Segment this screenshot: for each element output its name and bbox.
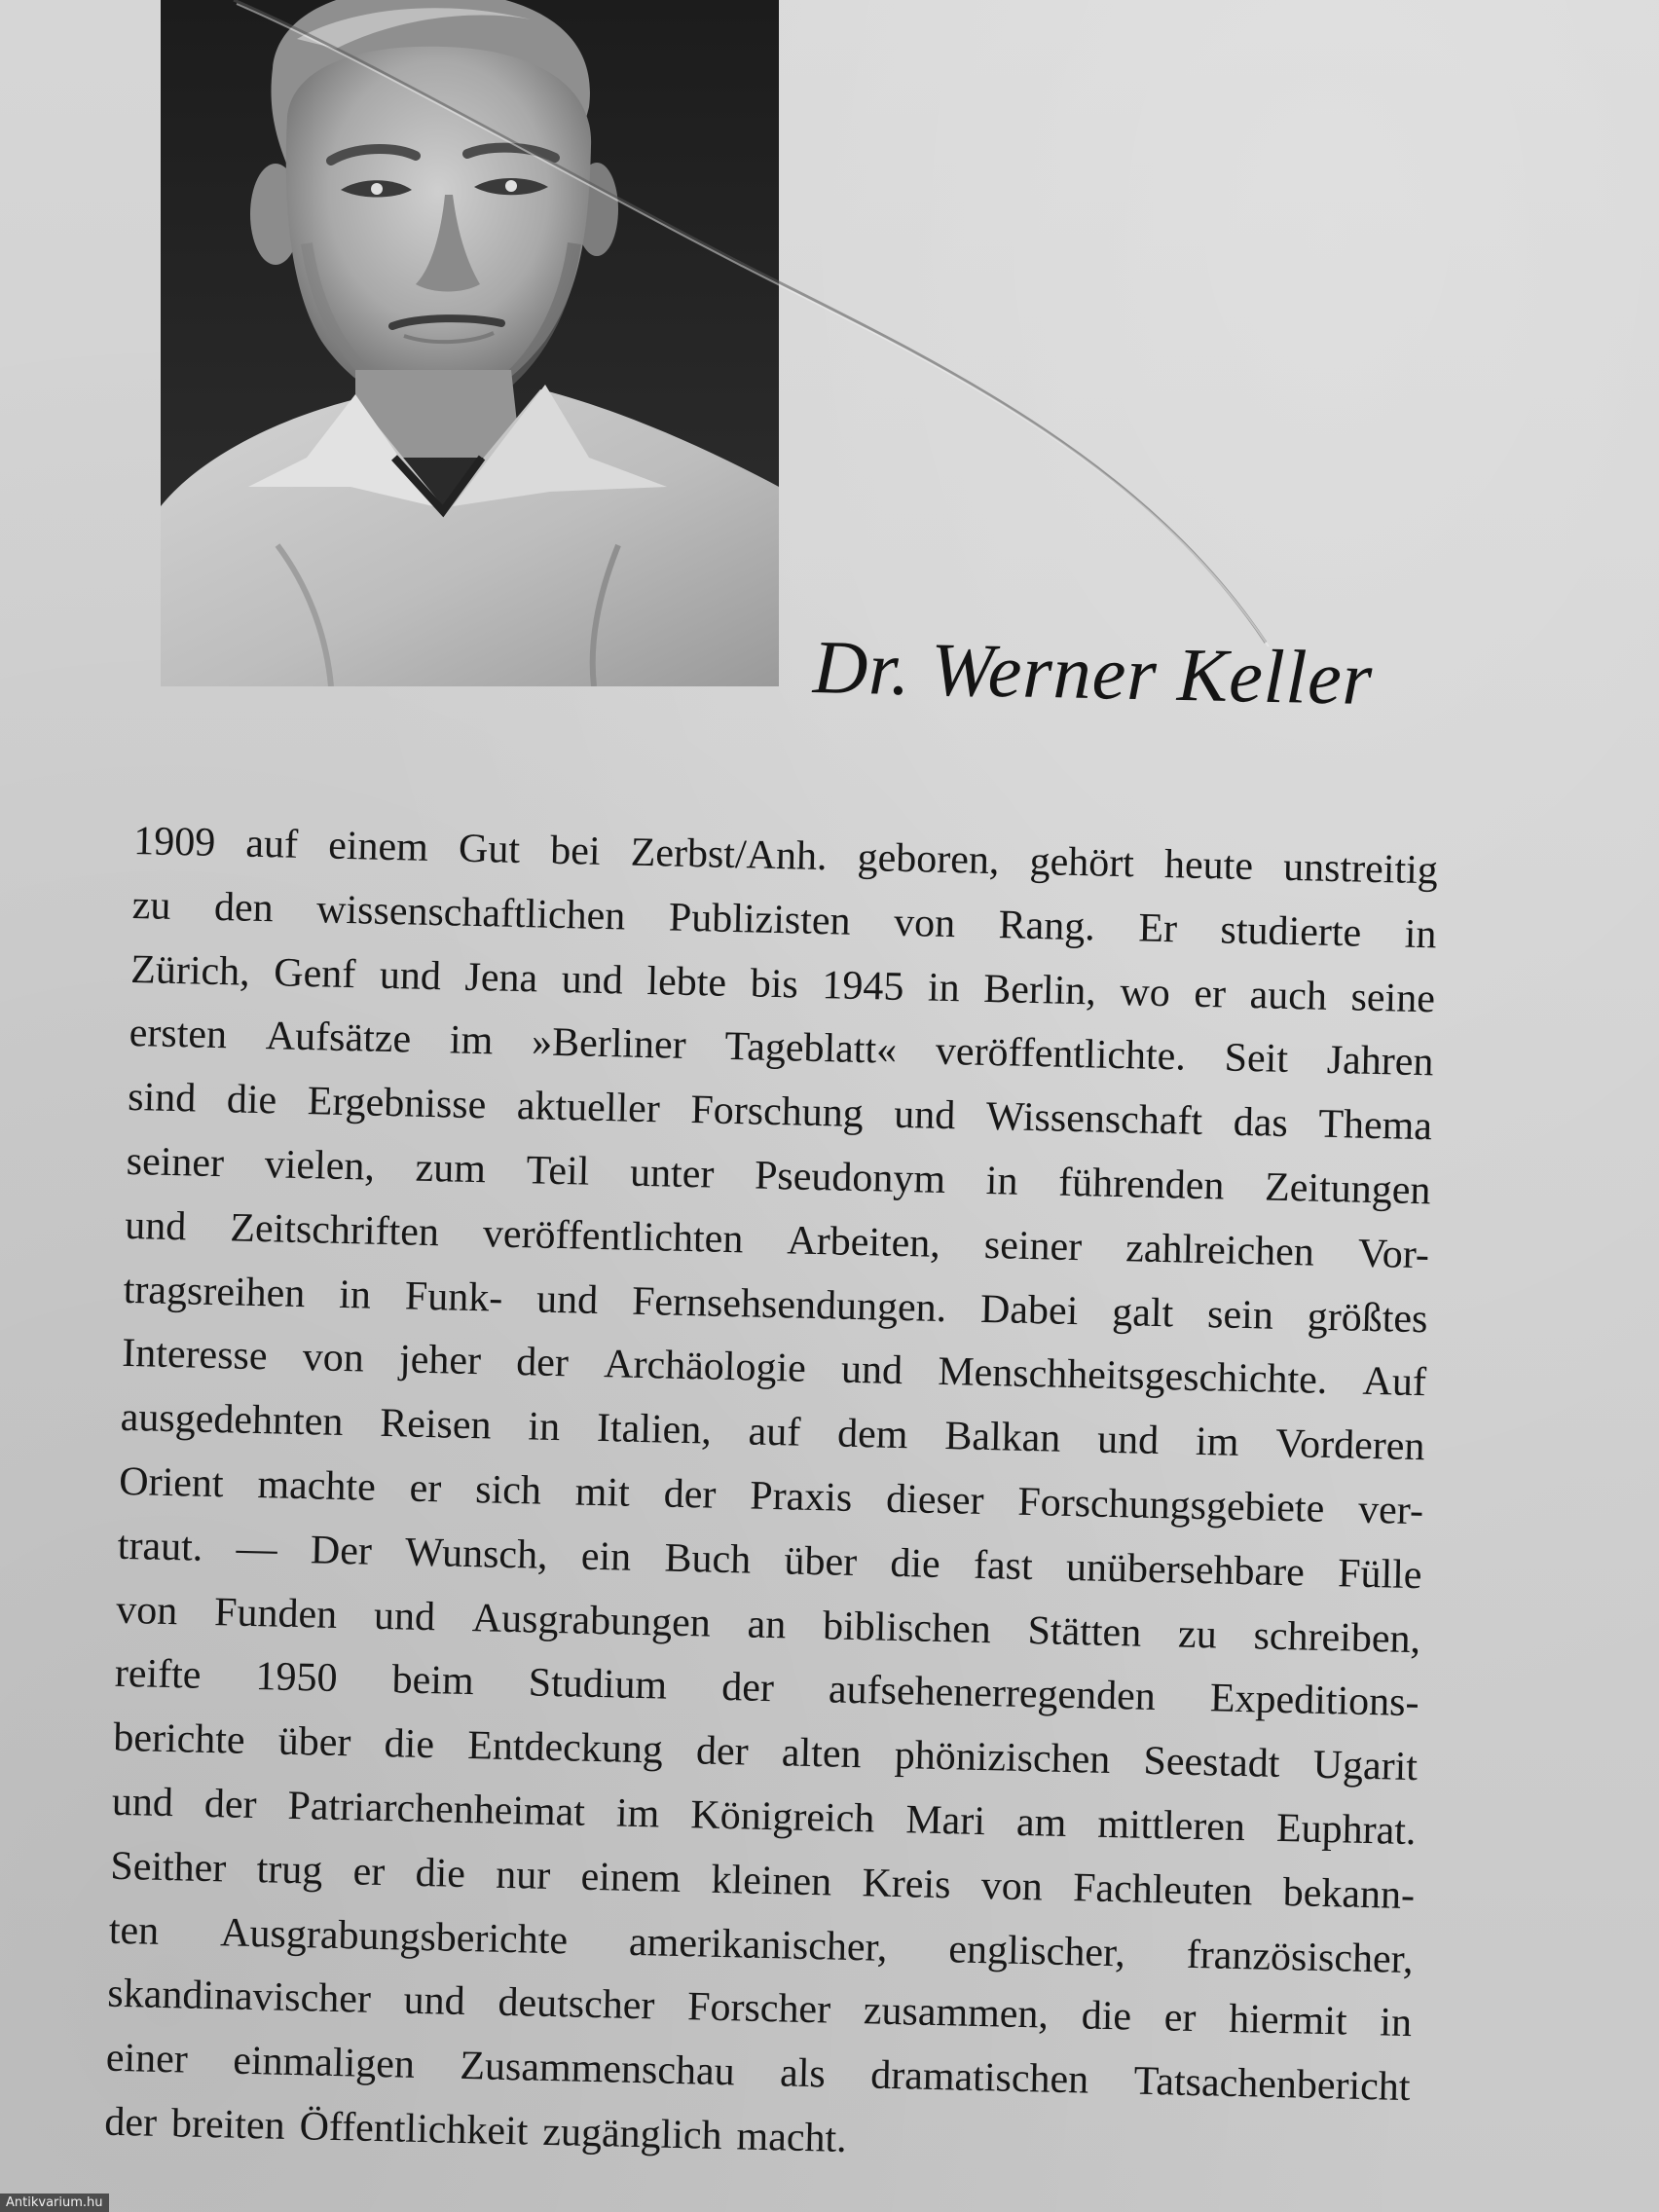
bio-word: Pseudonym [754,1153,946,1202]
bio-word: fast [973,1542,1034,1589]
bio-word: im [449,1017,494,1064]
bio-word: Funk- [404,1273,503,1321]
bio-word: Forscher [686,1984,831,2033]
bio-word: Königreich [689,1792,875,1842]
bio-word: Zürich, [129,946,251,995]
bio-word: amerikanischer, [628,1919,888,1971]
bio-word: hiermit [1228,1997,1348,2045]
bio-word: Forschungsgebiete [1016,1479,1325,1531]
bio-word: beim [391,1657,475,1705]
bio-word: und [535,1276,599,1323]
bio-word: von [893,900,956,946]
bio-word: über [783,1538,858,1585]
bio-word: Der [310,1528,373,1574]
bio-word: Expeditions- [1209,1676,1420,1726]
bio-word: im [1195,1419,1239,1466]
bio-word: englischer, [947,1926,1126,1975]
bio-word: Tatsachenbericht [1133,2058,1412,2111]
bio-word: Dabei [979,1286,1079,1334]
bio-word: Seestadt [1143,1738,1280,1788]
bio-word: einem [580,1854,682,1901]
bio-word: Archäologie [603,1342,807,1392]
bio-word: Fülle [1337,1551,1423,1598]
bio-word: Ugarit [1312,1742,1419,1790]
bio-word: 1945 [821,962,904,1010]
bio-word: Fachleuten [1072,1864,1253,1915]
bio-word: Jena [464,954,538,1002]
bio-word: unter [629,1150,715,1198]
bio-word: Euphrat. [1275,1805,1417,1855]
bio-word: der [203,1781,258,1828]
bio-word: der [663,1471,717,1518]
bio-word: reifte [114,1651,202,1699]
bio-word: aktueller [516,1084,661,1132]
bio-word: Rang. [998,902,1096,950]
bio-word: auf [748,1409,801,1456]
bio-word: mittleren [1096,1801,1246,1851]
bio-word: der [720,1665,775,1712]
bio-word: Genf [273,949,356,997]
bio-word: bis [750,961,799,1008]
bio-word: Aufsätze [265,1014,412,1062]
bio-word: aufsehenerregenden [828,1667,1157,1720]
bio-word: Mari [904,1797,986,1845]
bio-word: von [115,1587,178,1634]
bio-word: Interesse [121,1331,269,1380]
bio-word: ausgedehnten [120,1395,344,1446]
bio-word: in [527,1404,561,1451]
bio-word: französischer, [1186,1932,1415,1982]
bio-word: jeher [398,1337,482,1384]
bio-word: in [985,1158,1019,1204]
bio-word: einer [105,2035,189,2083]
bio-word: veröffentlichten [482,1211,744,1263]
bio-word: ein [580,1533,632,1580]
bio-word: mit [574,1469,631,1516]
bio-word: Italien, [596,1406,713,1454]
bio-word: breiten [170,2101,286,2149]
bio-word: der [103,2099,158,2146]
bio-word: sich [474,1467,542,1514]
bio-word: und [893,1091,956,1139]
bio-word: Orient [118,1458,225,1507]
bio-word: Arbeiten, [786,1218,941,1267]
author-portrait-illustration [161,0,779,686]
bio-word: in [1404,911,1437,958]
bio-word: und [403,1977,466,2025]
bio-word: und [840,1347,903,1394]
bio-word: Kreis [862,1860,952,1908]
bio-word: Teil [526,1148,590,1195]
bio-word: tragsreihen [123,1267,306,1316]
bio-word: Vor- [1357,1231,1430,1278]
bio-word: Thema [1317,1101,1433,1150]
bio-word: Menschheitsgeschichte. [937,1349,1328,1404]
bio-word: ten [108,1907,160,1954]
bio-word: schreiben, [1253,1612,1421,1662]
bio-word: wissenschaftlichen [315,887,626,940]
bio-word: größtes [1307,1294,1428,1342]
bio-word: zusammen, [863,1988,1050,2038]
bio-word: Zeitschriften [229,1205,440,1255]
bio-word: die [384,1721,435,1768]
bio-word: Vorderen [1274,1420,1425,1470]
bio-word: die [1081,1993,1132,2040]
bio-word: in [338,1272,372,1318]
bio-word: Stätten [1027,1607,1142,1656]
bio-word: berichte [112,1714,246,1763]
bio-word: skandinavischer [106,1972,372,2023]
bio-word: nur [495,1852,551,1899]
bio-word: studierte [1220,907,1362,956]
bio-word: Wissenschaft [985,1094,1203,1145]
bio-word: über [277,1718,351,1766]
bio-word: Zusammenschau [459,2044,736,2095]
bio-word: vielen, [264,1142,376,1190]
bio-word: seine [1350,975,1436,1021]
bio-word: Ausgrabungsberichte [219,1909,569,1963]
bio-word: Praxis [749,1473,853,1521]
bio-word: dem [836,1411,908,1458]
bio-word: die [415,1850,466,1897]
bio-word: Zerbst/Anh. [630,830,829,880]
bio-word: der [695,1728,750,1775]
bio-word: Fernsehsendungen. [631,1278,947,1331]
bio-word: veröffentlichte. [935,1029,1187,1080]
bio-word: Gut [458,826,521,872]
bio-word: Ergebnisse [307,1079,487,1128]
bio-word: er [409,1465,442,1512]
bio-word: er [352,1849,386,1895]
bio-word: und [111,1779,174,1826]
bio-word: Seit [1224,1035,1289,1083]
bio-word: den [213,884,275,932]
bio-word: einmaligen [232,2038,416,2087]
bio-word: zu [1177,1611,1218,1657]
bio-word: kleinen [711,1857,832,1905]
bio-word: einem [327,823,429,870]
bio-word: — [236,1526,278,1572]
author-name-heading: Dr. Werner Keller [812,624,1375,721]
bio-word: Ausgrabungen [471,1595,712,1646]
bio-word: zahlreichen [1124,1226,1315,1275]
bio-word: die [226,1077,277,1124]
bio-word: zugänglich [541,2109,723,2158]
bio-word: Jahren [1326,1038,1434,1086]
bio-word: führenden [1057,1160,1225,1209]
bio-word: heute [1163,842,1254,890]
bio-word: lebte [645,958,727,1006]
bio-word: seiner [126,1138,225,1187]
bio-word: wo [1119,969,1171,1015]
watermark-text: Antikvarium.hu [0,2194,109,2212]
bio-word: im [615,1790,660,1837]
bio-word: an [747,1602,787,1647]
bio-word: Buch [664,1535,752,1583]
bio-word: dramatischen [869,2052,1089,2103]
bio-word: »Berliner [531,1019,687,1069]
bio-word: macht. [736,2114,848,2161]
bio-word: der [515,1340,570,1386]
bio-word: unübersehbare [1065,1544,1306,1596]
author-biography-text [104,810,1439,2185]
bio-word: er [1163,1995,1197,2042]
bio-word: er [1193,971,1227,1017]
bio-word: Forschung [689,1088,865,1137]
bio-word: bei [549,828,602,874]
bio-word: Wunsch, [404,1530,549,1578]
bio-word: galt [1111,1289,1174,1336]
bio-word: alten [781,1730,863,1778]
bio-word: seiner [983,1222,1083,1270]
bio-word: 1950 [255,1654,339,1702]
bio-word: in [927,965,961,1011]
bio-word: auf [244,821,299,867]
bio-word: Balkan [943,1414,1061,1461]
bio-word: Er [1137,905,1178,952]
bio-word: und [124,1202,187,1250]
bio-word: ersten [129,1011,228,1058]
bio-word: und [1096,1417,1160,1464]
bio-word: Reisen [379,1401,493,1449]
bio-word: Auf [1362,1359,1427,1406]
bio-word: unstreitig [1282,844,1439,894]
bio-word: Berlin, [982,966,1097,1014]
bio-word: Patriarchenheimat [287,1783,586,1835]
bio-word: Zeitungen [1264,1164,1431,1214]
bio-word: machte [257,1462,377,1510]
author-portrait-photo [161,0,779,686]
bio-word: zum [415,1145,487,1193]
bio-word: geboren, [857,834,1000,884]
bio-word: traut. [117,1523,203,1570]
bio-word: als [779,2050,827,2097]
bio-word: Funden [213,1589,338,1638]
bio-word: biblischen [822,1603,992,1652]
bio-word: ver- [1357,1487,1424,1534]
bio-word: Studium [528,1660,668,1709]
bio-word: deutscher [497,1980,655,2029]
bio-word: von [980,1862,1044,1910]
bio-word: in [1379,2000,1413,2046]
bio-word: am [1015,1799,1067,1846]
bio-word: sein [1206,1291,1274,1339]
bio-word: von [302,1335,365,1382]
bio-word: die [889,1540,941,1587]
bio-word: Öffentlichkeit [299,2104,529,2155]
bio-word: auch [1249,972,1328,1019]
bio-word: Seither [109,1843,227,1892]
bio-word: Entdeckung [466,1723,664,1773]
bio-word: trug [256,1846,323,1894]
bio-word: dieser [885,1476,985,1524]
bio-word: das [1233,1099,1289,1147]
bio-word: und [561,956,624,1004]
bio-word: zu [131,882,171,929]
bio-word: sind [127,1075,197,1122]
bio-word: phönizischen [894,1733,1111,1784]
bio-word: gehört [1029,838,1135,887]
bio-word: und [379,952,442,999]
bio-word: bekann- [1282,1869,1416,1918]
bio-word: Publizisten [668,895,852,944]
bio-word: 1909 [132,818,216,866]
bio-word: und [373,1593,436,1640]
bio-word: Tageblatt« [724,1024,898,1074]
